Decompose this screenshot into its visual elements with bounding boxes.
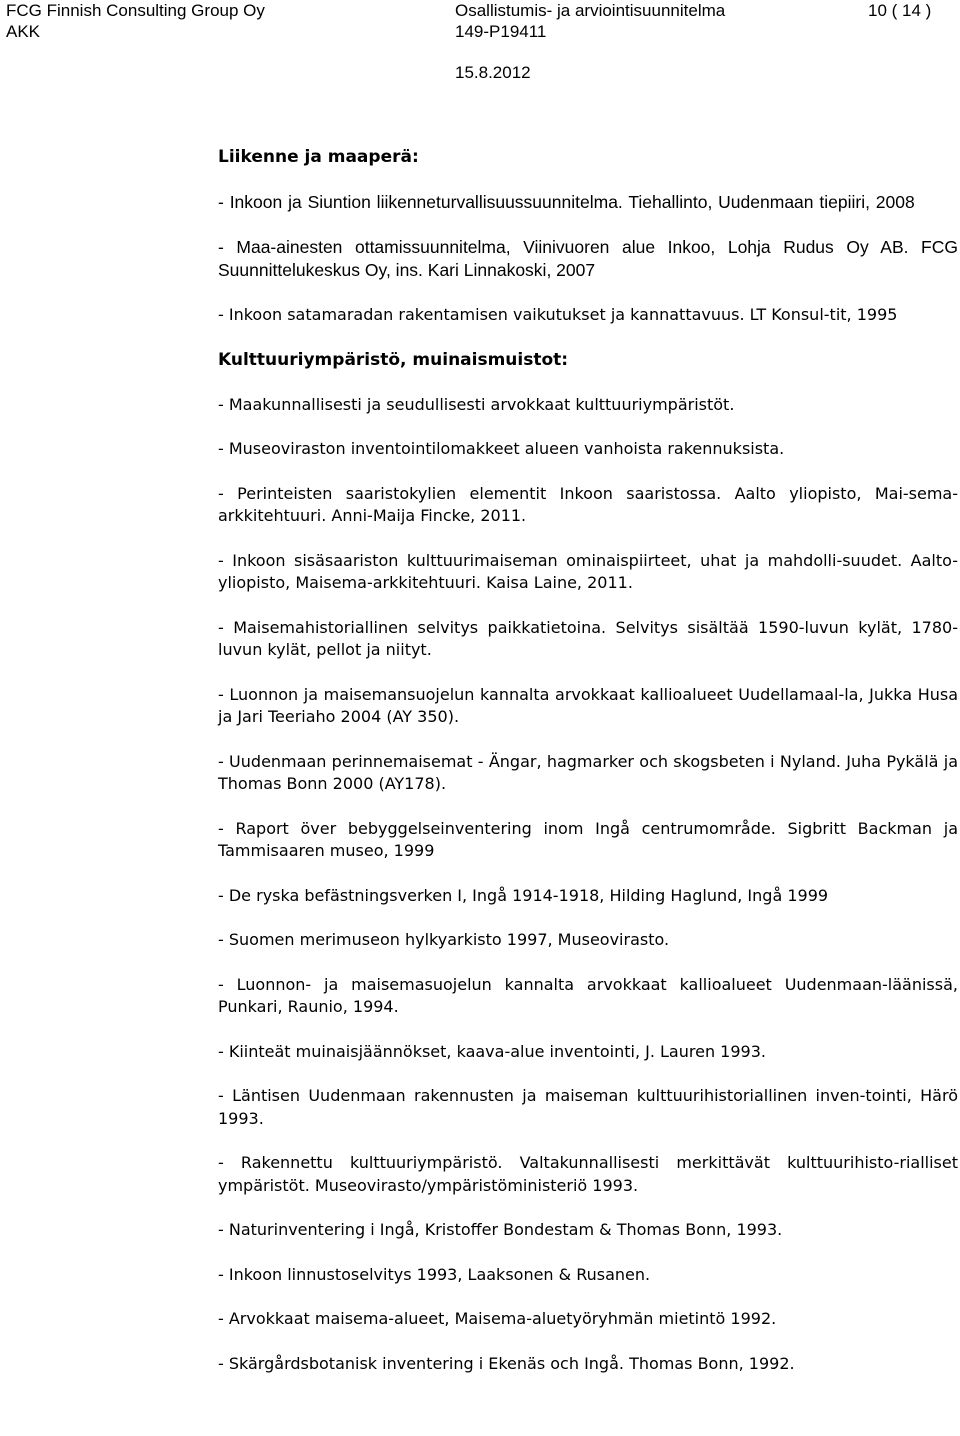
list-item: - Uudenmaan perinnemaisemat - Ängar, hagmarker och skogsbeten i Nyland. Juha Pykälä ja Thomas Bonn 2000 (AY178). (218, 751, 958, 793)
document-date: 15.8.2012 (455, 63, 531, 82)
list-item: - De ryska befästningsverken I, Ingå 1914-1918, Hilding Haglund, Ingå 1999 (218, 885, 829, 905)
list-item: - Museoviraston inventointilomakkeet alueen vanhoista rakennuksista. (218, 439, 785, 458)
section-heading-culture: Kulttuuriympäristö, muinaismuistot: (218, 349, 569, 370)
list-item: - Läntisen Uudenmaan rakennusten ja maiseman kulttuurihistoriallinen inven-tointi, Härö 1993. (218, 1086, 958, 1128)
list-item: - Kiinteät muinaisjäännökset, kaava-alue inventointi, J. Lauren 1993. (218, 1041, 766, 1061)
list-item: - Luonnon ja maisemansuojelun kannalta arvokkaat kallioalueet Uudellamaal-la, Jukka Husa ja Jari Teeriaho 2004 (AY 350). (218, 684, 958, 726)
list-item: - Inkoon linnustoselvitys 1993, Laaksonen & Rusanen. (218, 1264, 651, 1284)
list-item: - Naturinventering i Ingå, Kristoffer Bondestam & Thomas Bonn, 1993. (218, 1220, 783, 1239)
list-item: - Skärgårdsbotanisk inventering i Ekenäs och Ingå. Thomas Bonn, 1992. (218, 1353, 795, 1373)
list-item: - Maakunnallisesti ja seudullisesti arvokkaat kulttuuriympäristöt. (218, 394, 735, 414)
list-item: - Maa-ainesten ottamissuunnitelma, Viinivuoren alue Inkoo, Lohja Rudus Oy AB. FCG Suunnittelukeskus Oy, ins. Kari Linnakoski, 2007 (218, 237, 958, 280)
company-name: FCG Finnish Consulting Group Oy (6, 1, 265, 20)
list-item: - Luonnon- ja maisemasuojelun kannalta arvokkaat kallioalueet Uudenmaan-läänissä, Punkari, Raunio, 1994. (218, 974, 958, 1016)
list-item: - Suomen merimuseon hylkyarkisto 1997, Museovirasto. (218, 930, 670, 949)
list-item: - Arvokkaat maisema-alueet, Maisema-aluetyöryhmän mietintö 1992. (218, 1309, 777, 1328)
list-item: - Perinteisten saaristokylien elementit Inkoon saaristossa. Aalto yliopisto, Mai-sema-arkkitehtuuri. Anni-Maija Fincke, 2011. (218, 483, 958, 525)
list-item: - Rakennettu kulttuuriympäristö. Valtakunnallisesti merkittävät kulttuurihisto-rialliset ympäristöt. Museovirasto/ympäristöministeriö 1993. (218, 1153, 958, 1195)
section-heading-traffic: Liikenne ja maaperä: (218, 147, 419, 167)
page-content (218, 146, 958, 1375)
list-item: - Raport över bebyggelseinventering inom Ingå centrumområde. Sigbritt Backman ja Tammisaaren museo, 1999 (218, 818, 958, 860)
list-item: - Inkoon satamaradan rakentamisen vaikutukset ja kannattavuus. LT Konsul-tit, 1995 (218, 305, 898, 324)
client-name: AKK (6, 22, 41, 41)
page-number: 10 ( 14 ) (868, 1, 932, 20)
list-item: - Inkoon sisäsaariston kulttuurimaiseman ominaispiirteet, uhat ja mahdolli-suudet. Aalto-yliopisto, Maisema-arkkitehtuuri. Kaisa Laine, 2011. (218, 550, 958, 592)
list-item: - Maisemahistoriallinen selvitys paikkatietoina. Selvitys sisältää 1590-luvun kylät, 1780-luvun kylät, pellot ja niityt. (218, 617, 958, 659)
document-number: 149-P19411 (455, 22, 547, 41)
list-item: - Inkoon ja Siuntion liikenneturvallisuussuunnitelma. Tiehallinto, Uudenmaan tiepiiri, 2008 (218, 192, 915, 212)
document-title: Osallistumis- ja arviointisuunnitelma (455, 1, 726, 20)
